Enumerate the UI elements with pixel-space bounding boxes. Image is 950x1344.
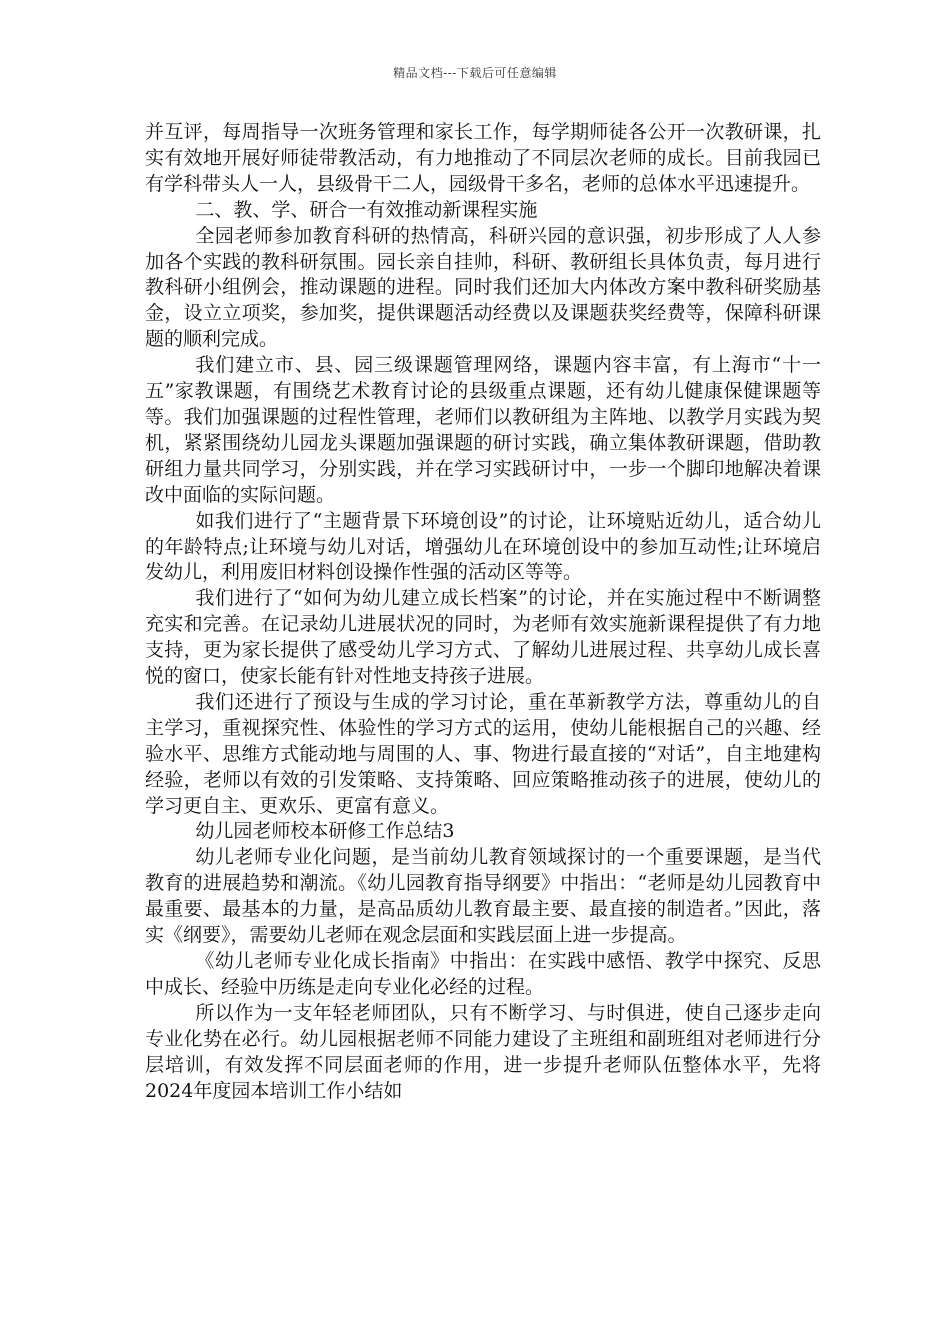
paragraph: 如我们进行了“主题背景下环境创设”的讨论，让环境贴近幼儿，适合幼儿的年龄特点;让环境与幼儿对话，增强幼儿在环境创设中的参加互动性;让环境启发幼儿，利用废旧材料创设操作性强的活动区等等。: [145, 509, 821, 584]
section-title: 幼儿园老师校本研修工作总结3: [195, 820, 455, 843]
page-header: 精品文档---下载后可任意编辑: [393, 66, 557, 80]
paragraph-continuation: 并互评，每周指导一次班务管理和家长工作，每学期师徒各公开一次教研课，扎实有效地开展好师徒带教活动，有力地推动了不同层次老师的成长。目前我园已有学科带头人一人，县级骨干二人，园级骨干多名，老师的总体水平迅速提升。: [145, 121, 821, 195]
paragraph: 所以作为一支年轻老师团队，只有不断学习、与时俱进，使自己逐步走向专业化势在必行。幼儿园根据老师不同能力建设了主班组和副班组对老师进行分层培训，有效发挥不同层面老师的作用，进一步提升老师队伍整体水平，先将2024年度园本培训工作小结如: [145, 1001, 821, 1102]
section-heading: 二、教、学、研合一有效推动新课程实施: [195, 198, 538, 221]
paragraph: 我们进行了“如何为幼儿建立成长档案”的讨论，并在实施过程中不断调整充实和完善。在记录幼儿进展状况的同时，为老师有效实施新课程提供了有力地支持，更为家长提供了感受幼儿学习方式、了解幼儿进展过程、共享幼儿成长喜悦的窗口，使家长能有针对性地支持孩子进展。: [145, 587, 821, 688]
paragraph: 全园老师参加教育科研的热情高，科研兴园的意识强，初步形成了人人参加各个实践的教科研氛围。园长亲自挂帅，科研、教研组长具体负责，每月进行教科研小组例会，推动课题的进程。同时我们还加大内体改方案中教科研奖励基金，设立立项奖，参加奖，提供课题活动经费以及课题获奖经费等，保障科研课题的顺利完成。: [145, 224, 821, 351]
paragraph: 我们建立市、县、园三级课题管理网络，课题内容丰富，有上海市“十一五”家教课题，有围绕艺术教育讨论的县级重点课题，还有幼儿健康保健课题等等。我们加强课题的过程性管理，老师们以教研组为主阵地、以教学月实践为契机，紧紧围绕幼儿园龙头课题加强课题的研讨实践，确立集体教研课题，借助教研组力量共同学习，分别实践，并在学习实践研讨中，一步一个脚印地解决着课改中面临的实际问题。: [145, 354, 821, 506]
paragraph: 《幼儿老师专业化成长指南》中指出：在实践中感悟、教学中探究、反思中成长、经验中历练是走向专业化必经的过程。: [145, 950, 821, 998]
document-body: [145, 120, 821, 1104]
paragraph: 我们还进行了预设与生成的学习讨论，重在革新教学方法，尊重幼儿的自主学习，重视探究性、体验性的学习方式的运用，使幼儿能根据自己的兴趣、经验水平、思维方式能动地与周围的人、事、物进行最直接的“对话”，自主地建构经验，老师以有效的引发策略、支持策略、回应策略推动孩子的进展，使幼儿的学习更自主、更欢乐、更富有意义。: [145, 690, 821, 817]
paragraph: 幼儿老师专业化问题，是当前幼儿教育领域探讨的一个重要课题，是当代教育的进展趋势和潮流。《幼儿园教育指导纲要》中指出：“老师是幼儿园教育中最重要、最基本的力量，是高品质幼儿教育最主要、最直接的制造者。”因此，落实《纲要》，需要幼儿老师在观念层面和实践层面上进一步提高。: [145, 846, 821, 947]
